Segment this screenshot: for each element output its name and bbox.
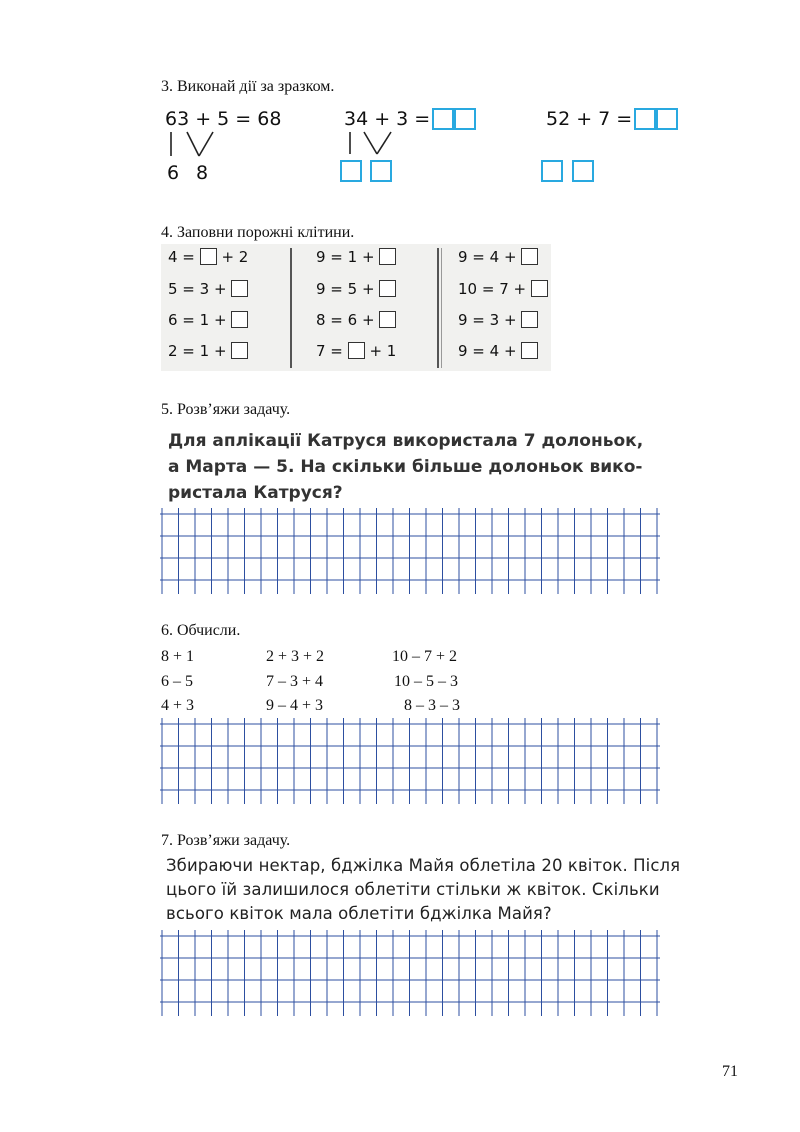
equation-left: 5 = 3 +: [168, 280, 227, 298]
item1-split-box-1[interactable]: [340, 160, 362, 182]
task3-example: [165, 108, 281, 130]
task4-col2-row2: [316, 280, 396, 298]
task4-col2-row3: [316, 311, 396, 329]
item1-split-box-2[interactable]: [370, 160, 392, 182]
calc-1-2: 2 + 3 + 2: [266, 648, 325, 665]
calc-1-3: 10 – 7 + 2: [392, 648, 458, 665]
calc-2-1: 6 – 5: [161, 673, 193, 690]
empty-cell[interactable]: [200, 248, 217, 265]
empty-cell[interactable]: [231, 342, 248, 359]
empty-cell[interactable]: [521, 311, 538, 328]
task6-answer-grid[interactable]: [160, 718, 660, 804]
task4-divider-2: [437, 248, 439, 368]
grid-lines: [160, 718, 660, 804]
empty-cell[interactable]: [521, 248, 538, 265]
equation-right: + 2: [221, 248, 249, 266]
calc-2-3: 10 – 5 – 3: [394, 673, 458, 690]
equation-left: 4 =: [168, 248, 195, 266]
task4-col1-row4: [168, 342, 248, 360]
calc-3-3: 8 – 3 – 3: [404, 697, 460, 714]
item2-answer-box-2[interactable]: [656, 108, 678, 130]
task4-col1-row1: [168, 248, 248, 266]
task3-item2: [546, 108, 632, 130]
item2-split-box-2[interactable]: [572, 160, 594, 182]
problem-line: Збираючи нектар, бджілка Майя облетіла 20 квіток. Після: [166, 856, 681, 875]
empty-cell[interactable]: [348, 342, 365, 359]
task3-heading: 3. Виконай дії за зразком.: [161, 78, 335, 95]
task3-item1: [344, 108, 430, 130]
equation-left: 9 = 5 +: [316, 280, 375, 298]
example-expression: 63 + 5 = 68: [165, 108, 282, 130]
task4-col3-row4: [458, 342, 538, 360]
empty-cell[interactable]: [521, 342, 538, 359]
calc-3-1: 4 + 3: [161, 697, 195, 714]
item2-expression: 52 + 7 =: [546, 108, 633, 130]
empty-cell[interactable]: [379, 248, 396, 265]
item1-answer-box-1[interactable]: [432, 108, 454, 130]
equation-left: 9 = 4 +: [458, 248, 517, 266]
task4-col1-row3: [168, 311, 248, 329]
page-number: 71: [722, 1063, 738, 1080]
task7-problem-text: [166, 854, 696, 926]
problem-line: Для аплікації Катруся використала 7 долоньок,: [168, 431, 644, 451]
example-split-right: 8: [196, 162, 209, 184]
task6-heading: 6. Обчисли.: [161, 622, 241, 639]
empty-cell[interactable]: [231, 311, 248, 328]
equation-left: 9 = 1 +: [316, 248, 375, 266]
problem-line: ристала Катруся?: [168, 483, 343, 503]
empty-cell[interactable]: [531, 280, 548, 297]
equation-right: + 1: [369, 342, 397, 360]
item2-split-box-1[interactable]: [541, 160, 563, 182]
equation-left: 10 = 7 +: [458, 280, 527, 298]
empty-cell[interactable]: [231, 280, 248, 297]
equation-left: 9 = 3 +: [458, 311, 517, 329]
task4-heading: 4. Заповни порожні клітини.: [161, 224, 355, 241]
grid-lines: [160, 930, 660, 1016]
item1-split-lines: [344, 130, 414, 160]
task4-divider-3: [441, 248, 442, 368]
task4-col3-row1: [458, 248, 538, 266]
calc-2-2: 7 – 3 + 4: [266, 673, 324, 690]
empty-cell[interactable]: [379, 280, 396, 297]
task4-col3-row2: [458, 280, 548, 298]
equation-left: 9 = 4 +: [458, 342, 517, 360]
empty-cell[interactable]: [379, 311, 396, 328]
equation-left: 8 = 6 +: [316, 311, 375, 329]
example-split-lines: [165, 130, 235, 162]
calc-1-1: 8 + 1: [161, 648, 195, 665]
item1-expression: 34 + 3 =: [344, 108, 431, 130]
task4-col1-row2: [168, 280, 248, 298]
task5-heading: 5. Розв’яжи задачу.: [161, 401, 291, 418]
calc-3-2: 9 – 4 + 3: [266, 697, 324, 714]
task7-answer-grid[interactable]: [160, 930, 660, 1016]
task5-problem-text: [168, 428, 648, 506]
task4-col2-row1: [316, 248, 396, 266]
example-split-left: 6: [167, 162, 180, 184]
task4-col2-row4: [316, 342, 396, 360]
problem-line: а Марта — 5. На скільки більше долоньок вико-: [168, 457, 643, 477]
task4-divider-1: [290, 248, 292, 368]
item2-answer-box-1[interactable]: [634, 108, 656, 130]
task5-answer-grid[interactable]: [160, 508, 660, 594]
task7-heading: 7. Розв’яжи задачу.: [161, 832, 291, 849]
equation-left: 2 = 1 +: [168, 342, 227, 360]
grid-lines: [160, 508, 660, 594]
task4-col3-row3: [458, 311, 538, 329]
item1-answer-box-2[interactable]: [454, 108, 476, 130]
equation-left: 6 = 1 +: [168, 311, 227, 329]
problem-line: цього їй залишилося облетіти стільки ж квіток. Скільки: [166, 880, 660, 899]
equation-left: 7 =: [316, 342, 343, 360]
problem-line: всього квіток мала облетіти бджілка Майя?: [166, 904, 552, 923]
